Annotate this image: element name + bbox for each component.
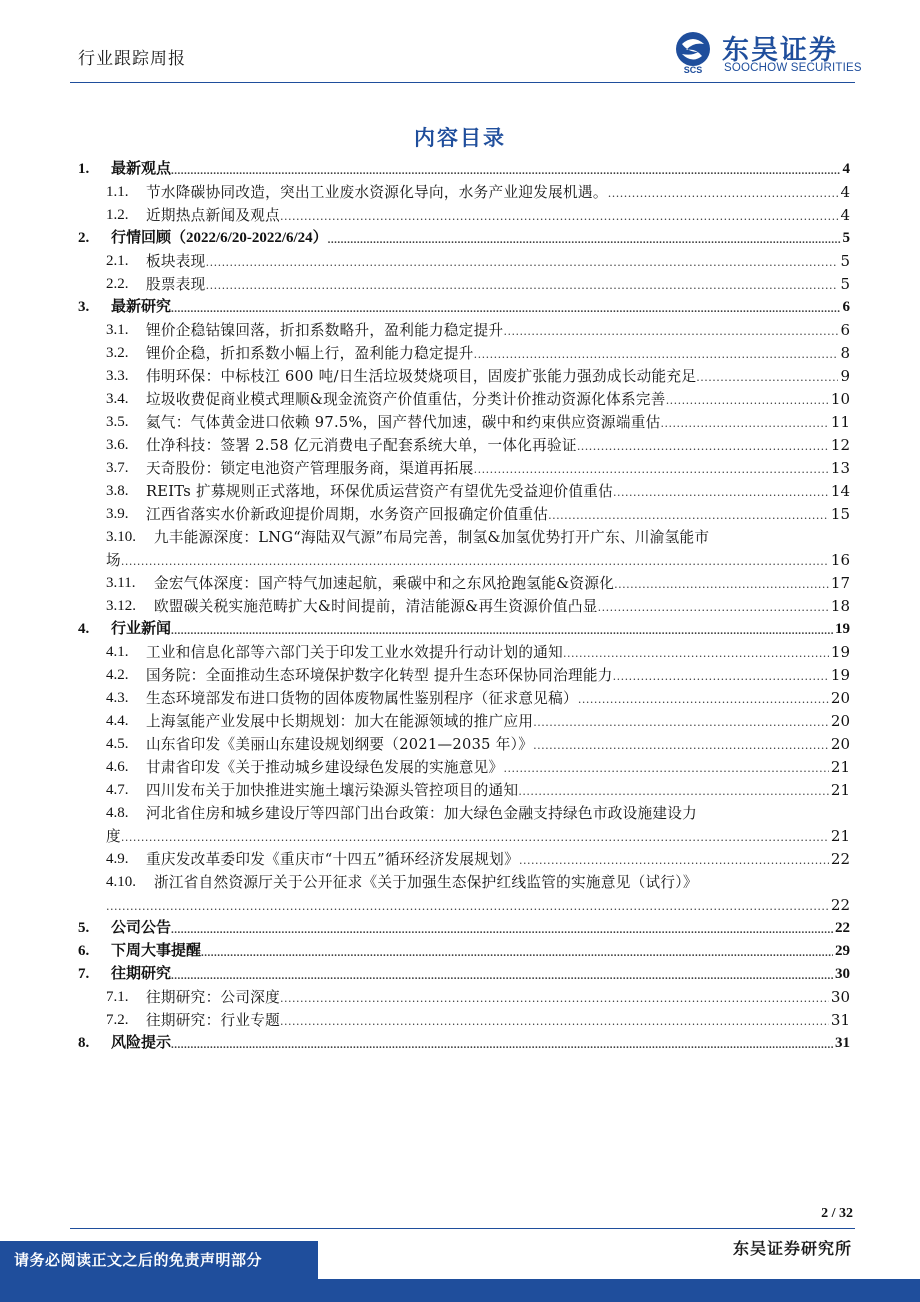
toc-leader-dots bbox=[201, 943, 833, 963]
toc-entry-page: 22 bbox=[830, 896, 850, 914]
toc-entry-page: 20 bbox=[830, 712, 850, 730]
toc-entry-page: 6 bbox=[840, 321, 850, 339]
toc-entry-number: 3.2. bbox=[106, 345, 129, 361]
toc-entry-title: 公司公告 bbox=[111, 920, 172, 936]
toc-entry-number: 4.7. bbox=[106, 782, 129, 798]
toc-leader-dots bbox=[474, 345, 839, 365]
toc-entry[interactable] bbox=[78, 457, 850, 480]
toc-entry-title: 往期研究 bbox=[111, 966, 172, 982]
toc-entry-number: 4.4. bbox=[106, 713, 129, 729]
toc-entry-number: 4.3. bbox=[106, 690, 129, 706]
toc-entry-page: 30 bbox=[830, 988, 850, 1006]
toc-entry-number: 4.2. bbox=[106, 667, 129, 683]
toc-leader-dots bbox=[578, 690, 829, 710]
toc-entry-page: 18 bbox=[830, 597, 850, 615]
toc-leader-dots bbox=[171, 1035, 833, 1055]
toc-leader-dots bbox=[280, 989, 829, 1009]
toc-entry-page: 21 bbox=[830, 781, 850, 799]
toc-entry-title: 浙江省自然资源厅关于公开征求《关于加强生态保护红线监管的实施意见（试行）》 bbox=[154, 874, 698, 891]
toc-entry-title: 往期研究：行业专题 bbox=[146, 1012, 281, 1029]
toc-entry-page: 10 bbox=[830, 390, 850, 408]
toc-entry-number: 1.1. bbox=[106, 184, 129, 200]
toc-entry-title: 九丰能源深度：LNG“海陆双气源”布局完善，制氢&加氢优势打开广东、川渝氢能市 bbox=[154, 529, 710, 546]
toc-entry-title: 最新研究 bbox=[111, 299, 172, 315]
toc-entry-number: 4.10. bbox=[106, 874, 136, 890]
toc-entry[interactable] bbox=[78, 572, 850, 595]
toc-entry-page: 6 bbox=[842, 299, 850, 315]
toc-entry-title: 最新观点 bbox=[111, 161, 172, 177]
toc-entry-title: 江西省落实水价新政迎提价周期，水务资产回报确定价值重估 bbox=[146, 506, 549, 523]
toc-entry-title: 节水降碳协同改造，突出工业废水资源化导向，水务产业迎发展机遇。 bbox=[146, 184, 608, 201]
toc-entry-page: 22 bbox=[835, 920, 850, 936]
toc-leader-dots bbox=[503, 322, 838, 342]
toc-entry[interactable] bbox=[78, 687, 850, 710]
toc-entry-title: 风险提示 bbox=[111, 1035, 172, 1051]
toc-entry-page: 14 bbox=[830, 482, 850, 500]
toc-entry[interactable] bbox=[78, 710, 850, 733]
toc-entry-page: 8 bbox=[840, 344, 850, 362]
toc-entry-title: 伟明环保：中标枝江 600 吨/日生活垃圾焚烧项目，固废扩张能力强劲成长动能充足 bbox=[146, 368, 697, 385]
toc-entry-title-cont: 场 bbox=[106, 552, 121, 569]
toc-entry[interactable] bbox=[78, 1032, 850, 1055]
toc-entry-title: 仕净科技：签署 2.58 亿元消费电子配套系统大单，一体化再验证 bbox=[146, 437, 577, 454]
toc-entry-page: 4 bbox=[840, 206, 850, 224]
toc-entry-page: 21 bbox=[830, 827, 850, 845]
toc-entry-number: 4.6. bbox=[106, 759, 129, 775]
toc-leader-dots bbox=[519, 851, 829, 871]
toc-leader-dots bbox=[121, 552, 829, 572]
footer-org: 东吴证券研究所 bbox=[732, 1239, 852, 1258]
toc-entry-number: 7.1. bbox=[106, 989, 129, 1005]
brand-logo bbox=[660, 28, 860, 78]
toc-entry-number: 4.9. bbox=[106, 851, 129, 867]
toc-entry-title: 行业新闻 bbox=[111, 621, 172, 637]
toc-leader-dots bbox=[280, 1012, 829, 1032]
toc-entry-page: 5 bbox=[840, 275, 850, 293]
toc-entry-page: 20 bbox=[830, 735, 850, 753]
toc-entry-title: 往期研究：公司深度 bbox=[146, 989, 281, 1006]
toc-entry-page: 22 bbox=[830, 850, 850, 868]
toc-entry-page: 9 bbox=[840, 367, 850, 385]
brand-logo-icon bbox=[670, 30, 716, 74]
toc-leader-dots bbox=[171, 161, 840, 181]
toc-entry[interactable] bbox=[78, 595, 850, 618]
toc-leader-dots bbox=[608, 184, 839, 204]
toc-leader-dots bbox=[280, 207, 838, 227]
toc-leader-dots bbox=[171, 299, 840, 319]
toc-entry-continuation[interactable] bbox=[78, 894, 850, 917]
toc-entry-page: 4 bbox=[840, 183, 850, 201]
toc-entry-number: 3. bbox=[78, 299, 90, 315]
toc-entry-page: 5 bbox=[840, 252, 850, 270]
toc-leader-dots bbox=[614, 575, 829, 595]
toc-entry[interactable] bbox=[78, 848, 850, 871]
toc-entry-number: 2.2. bbox=[106, 276, 129, 292]
brand-name-en: SOOCHOW SECURITIES bbox=[724, 62, 862, 74]
page-title: 内容目录 bbox=[414, 125, 506, 150]
toc-entry[interactable] bbox=[78, 319, 850, 342]
toc-leader-dots bbox=[577, 437, 829, 457]
toc-entry-title: 垃圾收费促商业模式理顺&现金流资产价值重估，分类计价推动资源化体系完善 bbox=[146, 391, 666, 408]
toc-entry-number: 3.4. bbox=[106, 391, 129, 407]
toc-entry-page: 21 bbox=[830, 758, 850, 776]
toc-entry-page: 19 bbox=[830, 666, 850, 684]
toc-entry-number: 1. bbox=[78, 161, 90, 177]
toc-entry[interactable] bbox=[78, 664, 850, 687]
toc-entry-title: 股票表现 bbox=[146, 276, 206, 293]
toc-entry[interactable] bbox=[78, 204, 850, 227]
header-divider bbox=[70, 82, 855, 83]
toc-entry[interactable] bbox=[78, 618, 850, 641]
toc-entry[interactable] bbox=[78, 250, 850, 273]
toc-entry[interactable] bbox=[78, 779, 850, 802]
toc-entry-title: 金宏气体深度：国产特气加速起航，乘碳中和之东风抢跑氢能&资源化 bbox=[154, 575, 615, 592]
toc-entry-page: 31 bbox=[830, 1011, 850, 1029]
toc-entry-title: 重庆发改革委印发《重庆市“十四五”循环经济发展规划》 bbox=[146, 851, 519, 868]
toc-entry-page: 31 bbox=[835, 1035, 850, 1051]
toc-entry-number: 3.11. bbox=[106, 575, 136, 591]
toc-entry-number: 3.3. bbox=[106, 368, 129, 384]
toc-entry-title: 甘肃省印发《关于推动城乡建设绿色发展的实施意见》 bbox=[146, 759, 504, 776]
toc-entry[interactable] bbox=[78, 940, 850, 963]
toc-leader-dots bbox=[666, 391, 829, 411]
toc-leader-dots bbox=[106, 897, 829, 917]
toc-entry[interactable] bbox=[78, 296, 850, 319]
toc-entry-number: 3.5. bbox=[106, 414, 129, 430]
toc-entry-continuation[interactable] bbox=[78, 549, 850, 572]
toc-entry[interactable] bbox=[78, 871, 850, 894]
toc-entry[interactable] bbox=[78, 802, 850, 825]
toc-entry-title: 板块表现 bbox=[146, 253, 206, 270]
toc-entry-number: 1.2. bbox=[106, 207, 129, 223]
toc-entry-title: 行情回顾（2022/6/20-2022/6/24） bbox=[111, 230, 328, 246]
toc-entry-page: 5 bbox=[842, 230, 850, 246]
table-of-contents bbox=[78, 158, 850, 1055]
toc-entry-number: 7.2. bbox=[106, 1012, 129, 1028]
toc-leader-dots bbox=[328, 230, 841, 250]
toc-entry-page: 17 bbox=[830, 574, 850, 592]
toc-entry-title: REITs 扩募规则正式落地，环保优质运营资产有望优先受益迎价值重估 bbox=[146, 483, 614, 500]
toc-entry-title: 氦气：气体黄金进口依赖 97.5%，国产替代加速，碳中和约束供应资源端重估 bbox=[146, 414, 661, 431]
toc-entry[interactable] bbox=[78, 1009, 850, 1032]
toc-leader-dots bbox=[696, 368, 838, 388]
footer-divider bbox=[70, 1228, 855, 1229]
report-type-label: 行业跟踪周报 bbox=[78, 49, 186, 69]
toc-entry[interactable] bbox=[78, 756, 850, 779]
toc-entry-number: 7. bbox=[78, 966, 90, 982]
toc-leader-dots bbox=[474, 460, 829, 480]
toc-entry[interactable] bbox=[78, 434, 850, 457]
toc-entry-page: 20 bbox=[830, 689, 850, 707]
toc-entry[interactable] bbox=[78, 503, 850, 526]
toc-entry-title-cont: 度 bbox=[106, 828, 121, 845]
toc-leader-dots bbox=[548, 506, 829, 526]
watermark: ​ bbox=[394, 601, 406, 673]
toc-leader-dots bbox=[206, 253, 839, 273]
toc-entry-number: 3.7. bbox=[106, 460, 129, 476]
brand-name-cn: 东吴证券 bbox=[722, 35, 838, 66]
toc-entry-page: 30 bbox=[835, 966, 850, 982]
toc-entry-number: 2. bbox=[78, 230, 90, 246]
toc-entry[interactable] bbox=[78, 158, 850, 181]
toc-entry-title: 上海氢能产业发展中长期规划：加大在能源领域的推广应用 bbox=[146, 713, 534, 730]
toc-entry[interactable] bbox=[78, 986, 850, 1009]
toc-entry-page: 11 bbox=[830, 413, 850, 431]
toc-entry-number: 5. bbox=[78, 920, 90, 936]
toc-entry-title: 天奇股份：锁定电池资产管理服务商，渠道再拓展 bbox=[146, 460, 474, 477]
toc-entry-title: 四川发布关于加快推进实施土壤污染源头管控项目的通知 bbox=[146, 782, 519, 799]
toc-entry-page: 15 bbox=[830, 505, 850, 523]
toc-entry-title: 工业和信息化部等六部门关于印发工业水效提升行动计划的通知 bbox=[146, 644, 564, 661]
brand-abbr: SCS bbox=[683, 65, 703, 74]
toc-entry-page: 16 bbox=[830, 551, 850, 569]
toc-entry-title: 锂价企稳钴镍回落，折扣系数略升，盈利能力稳定提升 bbox=[146, 322, 504, 339]
toc-leader-dots bbox=[613, 667, 829, 687]
toc-entry-number: 3.9. bbox=[106, 506, 129, 522]
toc-leader-dots bbox=[518, 782, 829, 802]
toc-entry-number: 3.8. bbox=[106, 483, 129, 499]
toc-entry-title: 近期热点新闻及观点 bbox=[146, 207, 281, 224]
toc-leader-dots bbox=[533, 713, 829, 733]
toc-entry-page: 19 bbox=[830, 643, 850, 661]
toc-entry-number: 3.1. bbox=[106, 322, 129, 338]
toc-entry-page: 4 bbox=[842, 161, 850, 177]
toc-leader-dots bbox=[563, 644, 829, 664]
toc-entry[interactable] bbox=[78, 342, 850, 365]
footer-bar bbox=[0, 1279, 920, 1302]
toc-entry-page: 29 bbox=[835, 943, 850, 959]
toc-entry[interactable] bbox=[78, 526, 850, 549]
toc-entry-title: 河北省住房和城乡建设厅等四部门出台政策：加大绿色金融支持绿色市政设施建设力 bbox=[146, 805, 698, 822]
toc-entry[interactable] bbox=[78, 388, 850, 411]
toc-entry-number: 4. bbox=[78, 621, 90, 637]
toc-entry-number: 3.12. bbox=[106, 598, 136, 614]
toc-leader-dots bbox=[171, 920, 833, 940]
toc-entry[interactable] bbox=[78, 365, 850, 388]
toc-leader-dots bbox=[206, 276, 839, 296]
toc-entry-number: 4.1. bbox=[106, 644, 129, 660]
toc-entry[interactable] bbox=[78, 181, 850, 204]
toc-leader-dots bbox=[533, 736, 829, 756]
toc-entry-number: 6. bbox=[78, 943, 90, 959]
toc-entry-title: 生态环境部发布进口货物的固体废物属性鉴别程序（征求意见稿） bbox=[146, 690, 578, 707]
toc-leader-dots bbox=[121, 828, 829, 848]
toc-entry[interactable] bbox=[78, 411, 850, 434]
toc-entry-page: 12 bbox=[830, 436, 850, 454]
toc-entry-title: 山东省印发《美丽山东建设规划纲要（2021—2035 年）》 bbox=[146, 736, 534, 753]
toc-entry-title: 欧盟碳关税实施范畴扩大&时间提前，清洁能源&再生资源价值凸显 bbox=[154, 598, 598, 615]
toc-leader-dots bbox=[171, 621, 833, 641]
toc-entry[interactable] bbox=[78, 480, 850, 503]
toc-entry-title: 下周大事提醒 bbox=[111, 943, 202, 959]
toc-entry-title: 锂价企稳，折扣系数小幅上行，盈利能力稳定提升 bbox=[146, 345, 474, 362]
toc-entry[interactable] bbox=[78, 227, 850, 250]
toc-entry[interactable] bbox=[78, 641, 850, 664]
toc-entry[interactable] bbox=[78, 963, 850, 986]
toc-entry-number: 2.1. bbox=[106, 253, 129, 269]
toc-leader-dots bbox=[598, 598, 829, 618]
toc-entry[interactable] bbox=[78, 733, 850, 756]
toc-leader-dots bbox=[661, 414, 829, 434]
toc-entry-title: 国务院：全面推动生态环境保护数字化转型 提升生态环保协同治理能力 bbox=[146, 667, 613, 684]
disclaimer-banner: 请务必阅读正文之后的免责声明部分 bbox=[0, 1241, 318, 1279]
page-indicator: 2 / 32 bbox=[821, 1206, 853, 1221]
toc-leader-dots bbox=[503, 759, 828, 779]
toc-entry-page: 19 bbox=[835, 621, 850, 637]
toc-entry[interactable] bbox=[78, 917, 850, 940]
toc-entry-number: 3.6. bbox=[106, 437, 129, 453]
toc-entry-number: 8. bbox=[78, 1035, 90, 1051]
toc-entry-continuation[interactable] bbox=[78, 825, 850, 848]
toc-entry-number: 4.5. bbox=[106, 736, 129, 752]
toc-entry-number: 3.10. bbox=[106, 529, 136, 545]
toc-entry[interactable] bbox=[78, 273, 850, 296]
toc-leader-dots bbox=[171, 966, 833, 986]
toc-entry-page: 13 bbox=[830, 459, 850, 477]
toc-leader-dots bbox=[613, 483, 829, 503]
toc-entry-number: 4.8. bbox=[106, 805, 129, 821]
